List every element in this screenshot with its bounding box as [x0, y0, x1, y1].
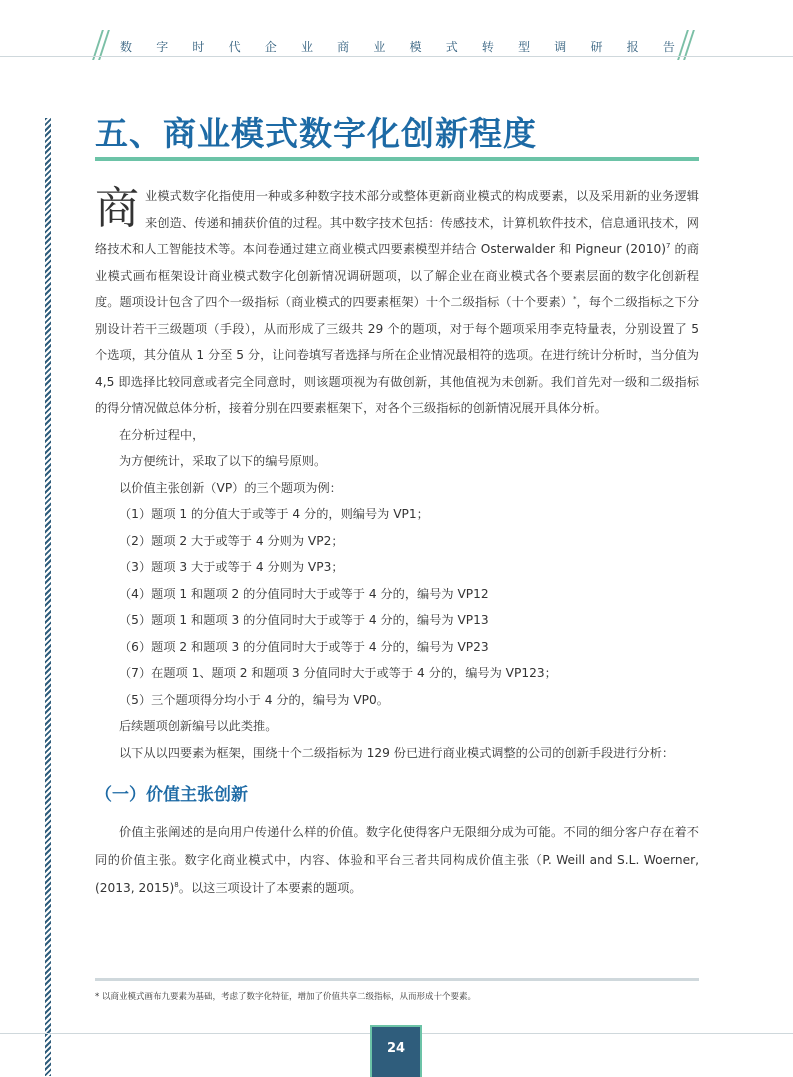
- list-item: （6）题项 2 和题项 3 的分值同时大于或等于 4 分的，编号为 VP23: [119, 639, 489, 654]
- list-item: （4）题项 1 和题项 2 的分值同时大于或等于 4 分的，编号为 VP12: [119, 586, 489, 601]
- list-item: （1）题项 1 的分值大于或等于 4 分的，则编号为 VP1；: [119, 507, 429, 521]
- section-text-1: 价值主张阐述的是向用户传递什么样的价值。数字化使得客户无限细分成为可能。不同的细分客户存在着不同的价值主张。数字化商业模式中，内容、体验和平台三者共同构成价值主张（P. Weill and S.L. Woerner, (2013, 2015): [95, 825, 699, 895]
- running-title-char: 型: [518, 40, 531, 54]
- list-item: （5）三个题项得分均小于 4 分的，编号为 VP0。: [119, 692, 389, 707]
- section-text-2: 。以这三项设计了本要素的题项。: [178, 881, 362, 895]
- list-item: （5）题项 1 和题项 3 的分值同时大于或等于 4 分的，编号为 VP13: [119, 613, 489, 627]
- running-title-char: 式: [445, 40, 458, 54]
- paragraph: 后续题项创新编号以此类推。: [119, 719, 278, 733]
- footnote-ref: *: [572, 294, 577, 303]
- side-decorative-bar: [45, 118, 51, 1076]
- dropcap: 商: [95, 183, 139, 234]
- page-number: 24: [370, 1025, 422, 1077]
- title-underline: [95, 157, 699, 161]
- intro-text-3: ，每个二级指标之下分别设计若干三级题项（手段），从而形成了三级共 29 个的题项，对于每个题项采用李克特量表，分别设置了 5 个选项，其分值从 1 分至 5 分，让问卷填写者选择与所在企业情况最相符的选项。在进行统计分析时，当分值为 4,5 即选择比较同意或者完全同意时，则该题项视为有做创新，其他值视为未创新。我们首先对一级和二级指标的得分情况做总体分析，接着分别在四要素框架下，对各个三级指标的创新情况展开具体分析。: [95, 295, 700, 415]
- running-title-char: 字: [156, 40, 169, 54]
- running-title-char: 时: [192, 40, 205, 54]
- paragraph: 为方便统计，采取了以下的编号原则。: [119, 454, 327, 468]
- running-title-char: 数: [120, 40, 133, 54]
- running-title-char: 转: [481, 40, 494, 54]
- paragraph: 以下从以四要素为框架，围绕十个二级指标为 129 份已进行商业模式调整的公司的创新手段进行分析：: [119, 745, 675, 760]
- section-heading: （一）价值主张创新: [95, 785, 248, 805]
- footnote-divider: [95, 978, 699, 981]
- paragraph: 以价值主张创新（VP）的三个题项为例：: [119, 480, 342, 495]
- footnote: * 以商业模式画布九要素为基础，考虑了数字化特征，增加了价值共享二级指标，从而形成十个要素。: [95, 992, 476, 1002]
- running-title-char: 模: [409, 40, 422, 54]
- list-item: （3）题项 3 大于或等于 4 分则为 VP3；: [119, 560, 344, 574]
- running-title: [120, 38, 675, 55]
- running-title-char: 告: [662, 40, 675, 54]
- running-title-char: 企: [264, 40, 277, 54]
- intro-text-1: 业模式数字化指使用一种或多种数字技术部分或整体更新商业模式的构成要素，以及采用新的业务逻辑来创造、传递和捕获价值的过程。其中数字技术包括：传感技术，计算机软件技术，信息通讯技术，网络技术和人工智能技术等。本问卷通过建立商业模式四要素模型并结合 Osterwalder 和 Pigneur (2010): [95, 189, 699, 256]
- intro-paragraph: [95, 183, 699, 422]
- running-title-char: 业: [300, 40, 313, 54]
- footnote-ref: 7: [666, 241, 671, 250]
- running-title-char: 调: [554, 40, 567, 54]
- running-title-char: 报: [626, 40, 639, 54]
- paragraph: 在分析过程中，: [119, 427, 205, 442]
- intro-text-2: 的商业模式画布框架设计商业模式数字化创新情况调研题项，以了解企业在商业模式各个要素层面的数字化创新程度。题项设计包含了四个一级指标（商业模式的四要素框架）十个二级指标（十个要素）: [95, 242, 700, 309]
- chapter-title: 五、商业模式数字化创新程度: [95, 114, 537, 153]
- main-content: [95, 183, 699, 902]
- footnote-ref: 8: [174, 880, 179, 889]
- running-title-char: 商: [337, 40, 350, 54]
- header-divider: [0, 56, 793, 57]
- list-item: （2）题项 2 大于或等于 4 分则为 VP2；: [119, 533, 344, 548]
- section-paragraph: [95, 818, 699, 902]
- running-title-char: 研: [590, 40, 603, 54]
- running-title-char: 代: [228, 40, 241, 54]
- running-title-char: 业: [373, 40, 386, 54]
- list-item: （7）在题项 1、题项 2 和题项 3 分值同时大于或等于 4 分的，编号为 VP123；: [119, 666, 557, 680]
